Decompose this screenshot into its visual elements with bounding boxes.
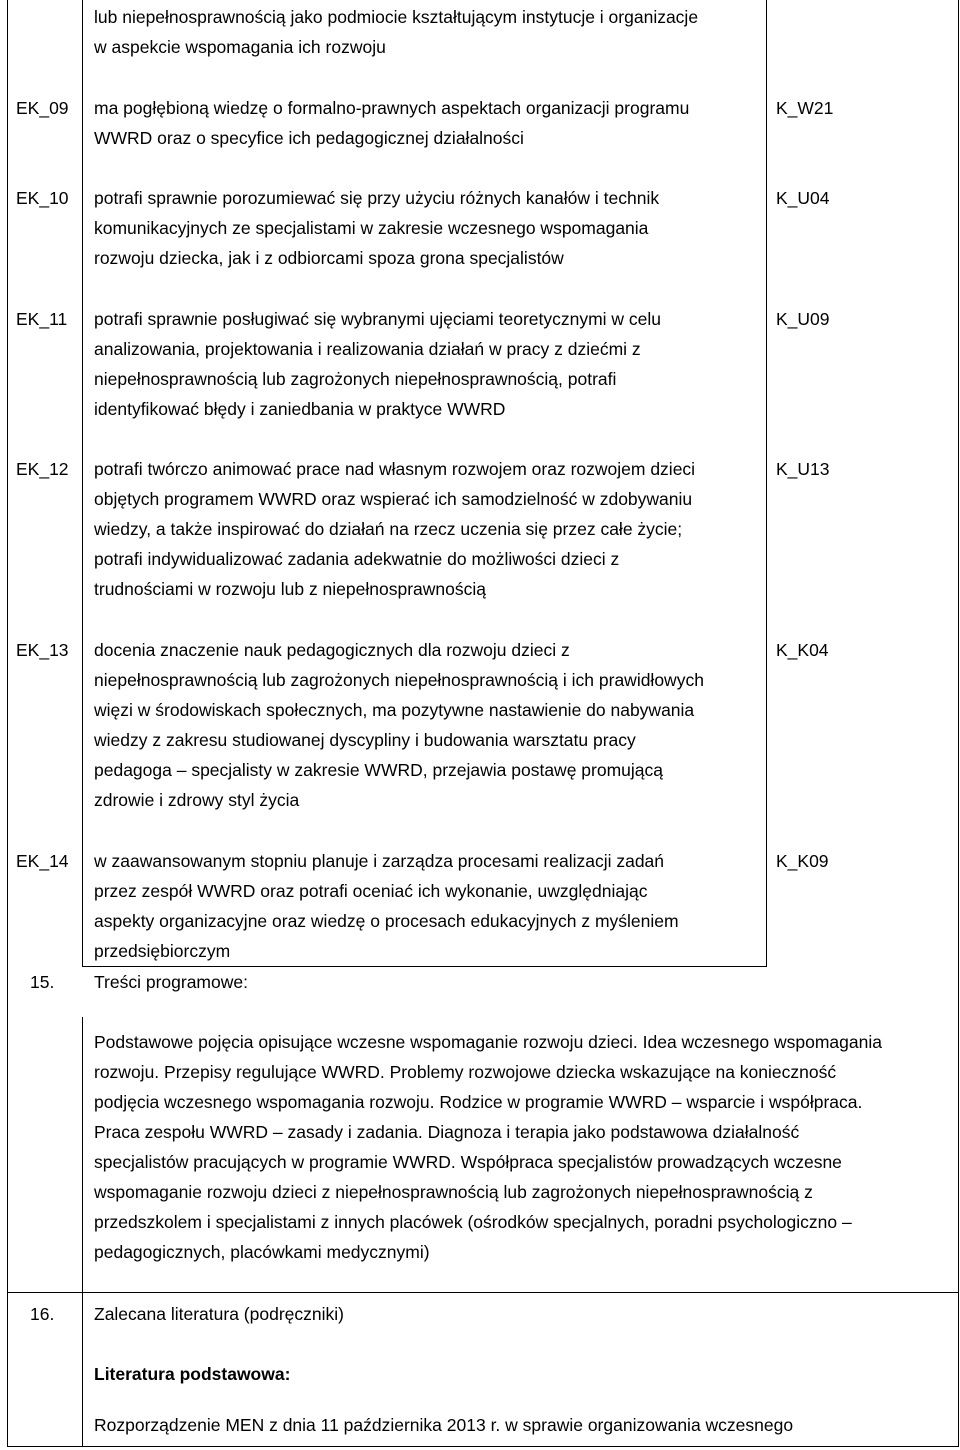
outcome-description: potrafi sprawnie porozumiewać się przy użyciu różnych kanałów i technik komunikacyjnych ze specjalistami w zakresie wczesnego wspomagania rozwoju dziecka, jak i z odbiorcami spoza grona specjalistów <box>94 188 660 268</box>
literature-subheading: Literatura podstawowa: <box>94 1364 291 1384</box>
section16-number: 16. <box>30 1304 55 1324</box>
outcome-reference: K_K09 <box>776 851 829 871</box>
outcome-code: EK_13 <box>16 640 69 660</box>
outcome-code: EK_09 <box>16 98 69 118</box>
outcome-description: w zaawansowanym stopniu planuje i zarządza procesami realizacji zadań przez zespół WWRD oraz potrafi oceniać ich wykonanie, uwzględniając aspekty organizacyjne oraz wiedzę o procesach edukacyjnych z myśleniem przedsiębiorczym <box>94 851 679 961</box>
section15-divider <box>82 1017 83 1293</box>
outcome-code: EK_14 <box>16 851 69 871</box>
section16-divider <box>82 1292 83 1446</box>
literature-entry: Rozporządzenie MEN z dnia 11 października 2013 r. w sprawie organizowania wczesnego <box>94 1415 794 1435</box>
table-column-divider-left <box>82 0 83 966</box>
outcome-reference: K_U13 <box>776 459 830 479</box>
outcome-description: potrafi sprawnie posługiwać się wybranymi ujęciami teoretycznymi w celu analizowania, projektowania i realizowania działań w pracy z dziećmi z niepełnosprawnością lub zagrożonych niepełnosprawnością, potrafi identyfikować błędy i zaniedbania w praktyce WWRD <box>94 309 662 419</box>
outcome-description: potrafi twórczo animować prace nad własnym rozwojem oraz rozwojem dzieci objętych programem WWRD oraz wspierać ich samodzielność w zdobywaniu wiedzy, a także inspirować do działań na rzecz uczenia się przez całe życie; potrafi indywidualizować zadania adekwatnie do możliwości dzieci z trudnościami w rozwoju lub z niepełnosprawnością <box>94 459 696 599</box>
outcome-reference: K_U09 <box>776 309 830 329</box>
outcome-reference: K_W21 <box>776 98 834 118</box>
outcome-description: ma pogłębioną wiedzę o formalno-prawnych aspektach organizacji programu WWRD oraz o specyfice ich pedagogicznej działalności <box>94 98 690 148</box>
outcome-reference: K_K04 <box>776 640 829 660</box>
table-column-divider-right <box>766 0 767 966</box>
section15-number: 15. <box>30 972 55 992</box>
outcome-fragment-text: lub niepełnosprawnością jako podmiocie kształtującym instytucje i organizacje w aspekcie wspomagania ich rozwoju <box>94 7 699 57</box>
outcome-description: docenia znaczenie nauk pedagogicznych dla rozwoju dzieci z niepełnosprawnością lub zagrożonych niepełnosprawnością i ich prawidłowych więzi w środowiskach społecznych, ma pozytywne nastawienie do nabywania wiedzy z zakresu studiowanej dyscypliny i budowania warsztatu pracy pedagoga – specjalisty w zakresie WWRD, przejawia postawę promującą zdrowie i zdrowy styl życia <box>94 640 704 810</box>
outcome-reference: K_U04 <box>776 188 830 208</box>
section16-title: Zalecana literatura (podręczniki) <box>94 1304 344 1324</box>
section15-content: Podstawowe pojęcia opisujące wczesne wspomaganie rozwoju dzieci. Idea wczesnego wspomagania rozwoju. Przepisy regulujące WWRD. Problemy rozwojowe dziecka wskazujące na konieczność podjęcia wczesnego wspomagania rozwoju. Rodzice w programie WWRD – wsparcie i współpraca. Praca zespołu WWRD – zasady i zadania. Diagnoza i terapia jako podstawowa działalność specjalistów pracujących w programie WWRD. Współpraca specjalistów prowadzących wczesne wspomaganie rozwoju dzieci z niepełnosprawnością lub zagrożonych niepełnosprawnością z przedszkolem i specjalistami z innych placówek (ośrodków specjalnych, poradni psychologiczno – pedagogicznych, placówkami medycznymi) <box>94 1032 882 1262</box>
section16-top-border <box>7 1292 958 1293</box>
outcome-code: EK_11 <box>16 309 68 329</box>
outcome-code: EK_10 <box>16 188 69 208</box>
section15-title: Treści programowe: <box>94 972 248 992</box>
outcome-code: EK_12 <box>16 459 69 479</box>
